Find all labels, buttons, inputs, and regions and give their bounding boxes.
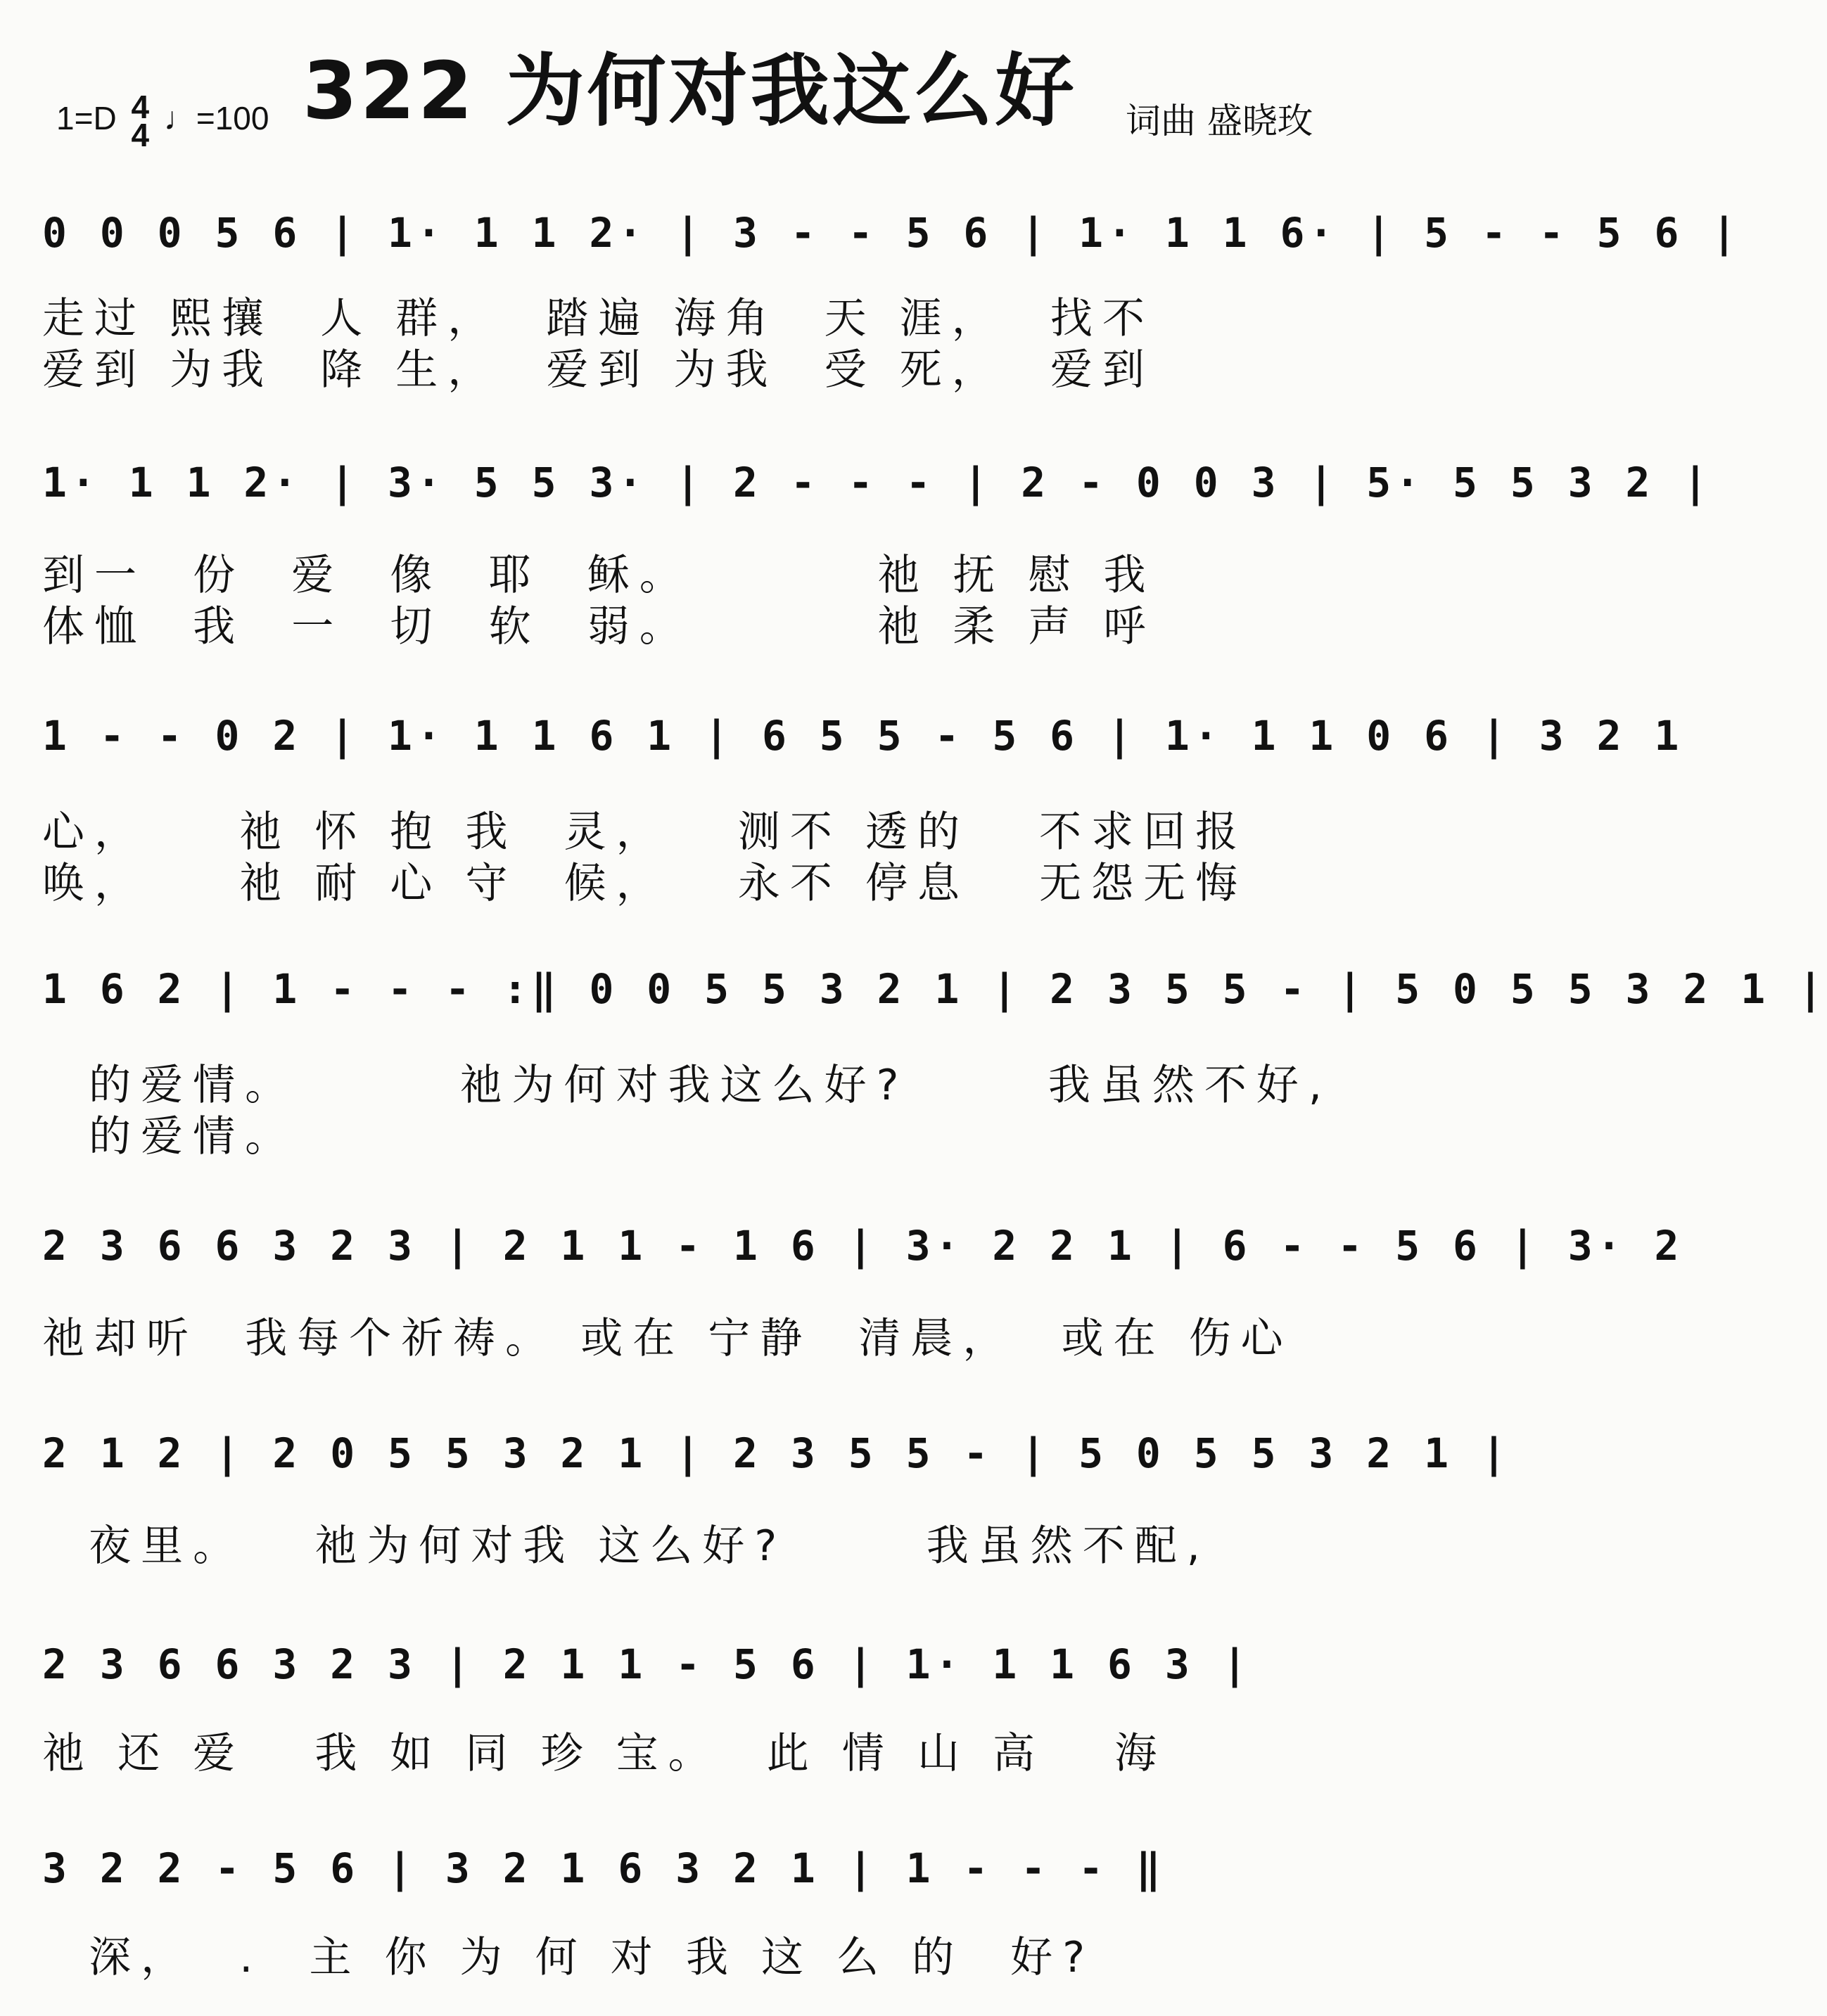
lyric-line: 深， . 主 你 为 何 对 我 这 么 的 好? bbox=[42, 1933, 1095, 1982]
notes-line: 2 1 2 | 2 0 5 5 3 2 1 | 2 3 5 5 - | 5 0 5 5 3 2 1 | bbox=[42, 1429, 1510, 1477]
lyric-line: 爱到 为我 降 生， 爱到 为我 受 死， 爱到 bbox=[42, 345, 1154, 395]
song-title: 322 为何对我这么好 bbox=[303, 46, 1077, 137]
notes-line: 2 3 6 6 3 2 3 | 2 1 1 - 1 6 | 3· 2 2 1 | 6 - - 5 6 | 3· 2 bbox=[42, 1222, 1683, 1270]
tempo-label: ♩=100 bbox=[163, 100, 269, 137]
lyric-line: 体恤 我 一 切 软 弱。 祂 柔 声 呼 bbox=[42, 602, 1156, 651]
stave-2 bbox=[42, 443, 1712, 531]
lyric-line: 夜里。 祂为何对我 这么好? 我虽然不配, bbox=[42, 1521, 1210, 1571]
time-bottom: 4 bbox=[131, 117, 150, 153]
stave-4 bbox=[42, 950, 1827, 1038]
lyric-line: 到一 份 爱 像 耶 稣。 祂 抚 慰 我 bbox=[42, 551, 1156, 600]
lyric-line: 心， 祂 怀 抱 我 灵， 测不 透的 不求回报 bbox=[42, 808, 1248, 857]
time-signature bbox=[131, 89, 150, 153]
lyric-line: 的爱情。 bbox=[42, 1112, 298, 1161]
stave-6 bbox=[42, 1414, 1510, 1502]
stave-3 bbox=[42, 696, 1683, 784]
lyric-line: 的爱情。 祂为何对我这么好? 我虽然不好, bbox=[42, 1061, 1332, 1110]
notes-line: 2 3 6 6 3 2 3 | 2 1 1 - 5 6 | 1· 1 1 6 3 | bbox=[42, 1640, 1252, 1688]
stave-5 bbox=[42, 1206, 1683, 1294]
notes-line: 3 2 2 - 5 6 | 3 2 1 6 3 2 1 | 1 - - - ‖ bbox=[42, 1844, 1165, 1892]
notes-line: 1· 1 1 2· | 3· 5 5 3· | 2 - - - | 2 - 0 0 3 | 5· 5 5 3 2 | bbox=[42, 459, 1712, 506]
key-label: 1=D bbox=[56, 100, 117, 137]
notes-line: 1 6 2 | 1 - - - :‖ 0 0 5 5 3 2 1 | 2 3 5 5 - | 5 0 5 5 3 2 1 | bbox=[42, 965, 1827, 1013]
lyric-line: 走过 熙攘 人 群， 踏遍 海角 天 涯， 找不 bbox=[42, 294, 1154, 343]
stave-1 bbox=[42, 193, 1741, 281]
lyric-line: 祂 还 爱 我 如 同 珍 宝。 此 情 山 高 海 bbox=[42, 1729, 1167, 1778]
stave-8 bbox=[42, 1829, 1330, 1917]
key-signature bbox=[56, 89, 269, 153]
notes-line: 0 0 0 5 6 | 1· 1 1 2· | 3 - - 5 6 | 1· 1 1 6· | 5 - - 5 6 | bbox=[42, 209, 1741, 257]
lyric-line: 唤， 祂 耐 心 守 候， 永不 停息 无怨无悔 bbox=[42, 859, 1248, 908]
time-top: 4 bbox=[131, 89, 150, 125]
notes-line: 1 - - 0 2 | 1· 1 1 6 1 | 6 5 5 - 5 6 | 1· 1 1 0 6 | 3 2 1 bbox=[42, 712, 1683, 760]
lyric-line: 祂却听 我每个祈祷。 或在 宁静 清晨， 或在 伤心 bbox=[42, 1314, 1293, 1363]
composer-credit: 词曲 盛晓玫 bbox=[1126, 101, 1313, 141]
stave-7 bbox=[42, 1625, 1330, 1713]
